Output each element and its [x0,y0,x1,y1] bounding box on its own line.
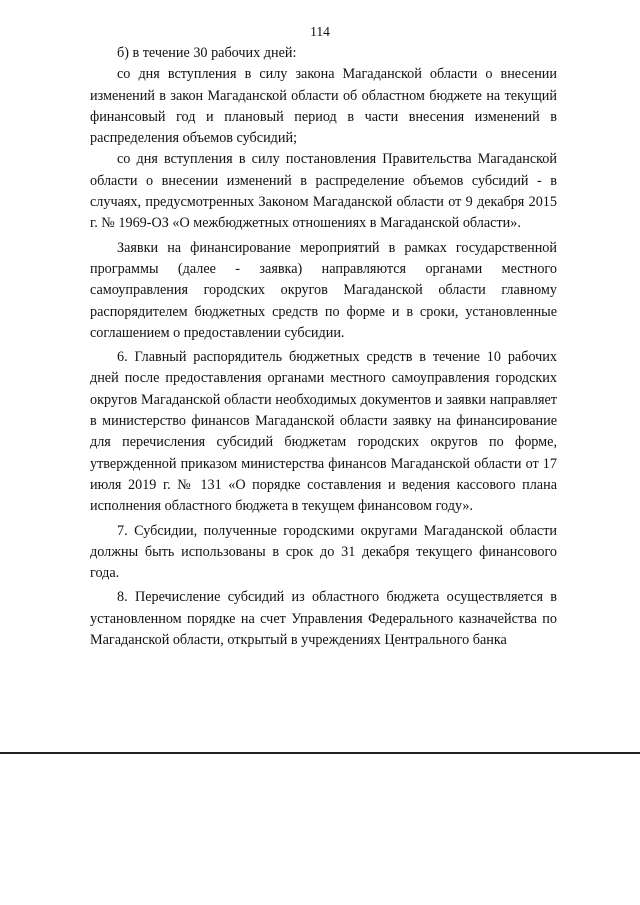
paragraph-applications: Заявки на финансирование мероприятий в рамках государственной программы (далее - заявка) направляются органами местного самоуправления городских округов Магаданской области главному распорядителем бюджетных средств по форме и в сроки, установленные соглашением о предоставлении субсидии. [90,239,557,341]
paragraph-item-7: 7. Субсидии, полученные городскими округами Магаданской области должны быть использованы в срок до 31 декабря текущего финансового года. [90,522,557,582]
paragraph-item-6: 6. Главный распорядитель бюджетных средств в течение 10 рабочих дней после предоставления органами местного самоуправления городских округов Магаданской области необходимых документов и заявки направляет в министерство финансов Магаданской области заявку на финансирование для перечисления субсидий бюджетам городских округов по форме, утвержденной приказом министерства финансов Магаданской области от 17 июля 2019 г. № 131 «О порядке составления и ведения кассового плана исполнения областного бюджета в текущем финансовом году». [90,349,557,515]
page-divider [0,752,640,754]
paragraph-term-30-days: б) в течение 30 рабочих дней: [117,45,297,61]
paragraph-law-amendment: со дня вступления в силу закона Магаданской области о внесении изменений в закон Магаданской области об областном бюджете на текущий финансовый год и плановый период в части внесения изменений в распределения объемов субсидий; [90,66,557,147]
document-body [90,43,557,651]
page-number: 114 [310,24,330,39]
paragraph-government-resolution: со дня вступления в силу постановления Правительства Магаданской области о внесении изменений в распределение объемов субсидий - в случаях, предусмотренных Законом Магаданской области от 9 декабря 2015 г. № 1969-ОЗ «О межбюджетных отношениях в Магаданской области». [90,151,557,232]
paragraph-item-8: 8. Перечисление субсидий из областного бюджета осуществляется в установленном порядке на счет Управления Федерального казначейства по Магаданской области, открытый в учреждениях Центрального банка [90,589,557,649]
